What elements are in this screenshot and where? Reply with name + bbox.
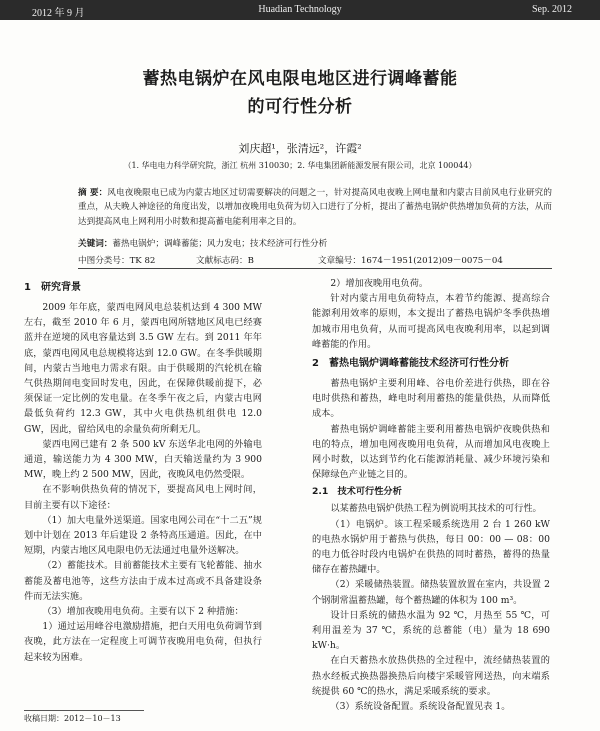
- paragraph: 蓄热电锅炉调峰蓄能主要利用蓄热电锅炉夜晚供热和电的特点，增加电网夜晚用电负荷，从而增加风电夜晚上网小时数，以达到节约化石能源消耗量、减少环境污染和保障绿色产业链之目的。: [312, 423, 550, 481]
- received-date: 收稿日期：2012－10－13: [24, 714, 121, 723]
- subsection-heading-2-1: 2.1 技术可行性分析: [312, 486, 402, 498]
- paragraph: （2）采暖储热装置。储热装置放置在室内，共设置 2 个钢制常温蓄热罐，每个蓄热罐的体积为 100 m³。: [312, 579, 550, 606]
- paragraph: （1）加大电量外送渠道。国家电网公司在“十二五”规划中计划在 2013 年后建设 2 条特高压通道。因此，在中短期，内蒙古地区风电限电仍无法通过电量外送解决。: [24, 514, 262, 557]
- paragraph: 在不影响供热负荷的情况下，要提高风电上网时间，目前主要有以下途径：: [24, 484, 262, 511]
- affiliation: （1. 华电电力科学研究院，浙江 杭州 310030；2. 华电集团新能源发展有限公司，北京 100044）: [123, 161, 477, 170]
- abstract-text: 风电夜晚限电已成为内蒙古地区过切需要解决的问题之一，针对提高风电夜晚上网电量和内蒙古目前风电行业研究的重点，从夫晚人神途径的角度出发，以增加夜晚用电负荷为切入口进行了分析，提出了蓄热电锅炉供热增加负荷的方法，从而达到提高风电上网利用小时数和提高蓄电能利用率之目的。: [78, 188, 552, 227]
- paragraph: 设计日系统的储热水温为 92 ℃，月热至 55 ℃，可利用温差为 37 ℃，系统的总蓄能（电）量为 18 690 kW·h。: [312, 609, 550, 652]
- authors: 刘庆超¹，张清远²，许霞²: [238, 142, 362, 155]
- right-column: [312, 276, 550, 714]
- paragraph: （3）增加夜晚用电负荷。主要有以下 2 种措施：: [42, 606, 244, 618]
- separator-rule: [78, 268, 552, 269]
- header-date: 2012 年 9 月: [32, 8, 85, 19]
- header-date-en: Sep. 2012: [532, 4, 572, 15]
- paragraph: 在白天蓄热水放热供热的全过程中，流经储热装置的热水经板式换热器换热后向楼宇采暖管网送热，向末端系统提供 60 ℃的热水，满足采暖系统的要求。: [312, 655, 550, 697]
- paragraph: （2）蓄能技术。目前蓄能技术主要有飞轮蓄能、抽水蓄能及蓄电池等，这些方法由于成本过高或不具备建设条件而无法实施。: [24, 560, 262, 602]
- article-number: 文章编号：1674－1951(2012)09－0075－04: [318, 256, 503, 266]
- journal-name: Huadian Technology: [258, 4, 342, 15]
- keywords-label: 关键词：: [78, 239, 113, 249]
- paragraph: 以某蓄热电锅炉供热工程为例说明其技术的可行性。: [330, 503, 542, 515]
- paragraph: 蓄热电锅炉主要利用峰、谷电价差进行供热，即在谷电时供热和蓄热，峰电时利用蓄热的能量供热，从而降低成本。: [312, 378, 550, 420]
- abstract-label: 摘 要：: [78, 188, 108, 198]
- running-header: [0, 0, 600, 20]
- keywords: [78, 237, 552, 249]
- clc-number: 中图分类号：TK 82: [78, 256, 156, 266]
- paper-title-line2: 的可行性分析: [247, 97, 353, 117]
- paragraph: 蒙西电网已建有 2 条 500 kV 东送华北电网的外输电通道，输送能力为 4 300 MW，白天输送量约为 3 900 MW，晚上约 2 500 MW，因此，夜晚风电仍然受限。: [24, 438, 262, 481]
- section-heading-2: 2 蓄热电锅炉调峰蓄能技术经济可行性分析: [312, 358, 509, 370]
- paragraph: （3）系统设备配置。系统设备配置见表 1。: [330, 701, 511, 713]
- keywords-text: 蓄热电锅炉；调峰蓄能；风力发电；技术经济可行性分析: [112, 239, 328, 249]
- paragraph: 2）增加夜晚用电负荷。: [330, 278, 429, 289]
- footnote-rule: [24, 710, 144, 711]
- paragraph: 2009 年年底，蒙西电网风电总装机达到 4 300 MW 左右，截至 2010 年 6 月，蒙西电网所辖地区风电已经赛蓝并在逆境的风电容量达到 3.5 GW 左右。到 2011 年年底，蒙西电网风电总规模将达到 12.0 GW。在冬季供暖期间，内蒙古当地电力需求有限。由于供暖期的汽轮机在输气供热期间电变回时发电，因此，在保障供暖前提下，必须保证一定比例的发电量。在冬季午夜之后，内蒙古电网最低负荷约 12.3 GW，其中火电供热机组供电 12.0 GW，因此，留给风电的余量负荷所剩无几。: [24, 302, 262, 435]
- paragraph: （1）电锅炉。该工程采暖系统选用 2 台 1 260 kW 的电热水锅炉用于蓄热与供热，每日 00：00 — 08：00 的电力低谷时段内电锅炉在供热的同时蓄热，蓄得的热量储存在蓄热罐中。: [312, 518, 550, 576]
- paragraph: 1）通过运用峰谷电激励措施，把白天用电负荷调节到夜晚，此方法在一定程度上可调节夜晚用电负荷，但执行起来较为困难。: [24, 621, 262, 663]
- left-column: [24, 276, 262, 665]
- paper-title-line1: 蓄热电锅炉在风电限电地区进行调峰蓄能: [142, 69, 458, 89]
- document-code: 文献标志码：B: [196, 256, 254, 266]
- section-heading-1: 1 研究背景: [24, 282, 81, 293]
- paragraph: 针对内蒙古用电负荷特点，本着节约能源、提高综合能源利用效率的原则，本文提出了蓄热电锅炉冬季供热增加城市用电负荷，从而可提高风电夜晚利用率，以起到调峰蓄能的作用。: [312, 293, 550, 350]
- abstract: [78, 186, 552, 229]
